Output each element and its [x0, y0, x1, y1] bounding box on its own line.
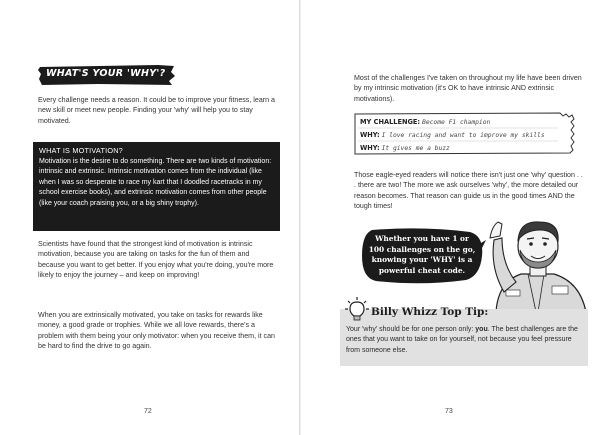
why-label-2: WHY:: [360, 144, 380, 152]
top-tip-title: Billy Whizz Top Tip:: [371, 306, 489, 318]
why-value-1: I love racing and want to improve my skills: [381, 132, 545, 139]
page-number-left: 72: [144, 408, 152, 415]
speech-bubble: [358, 228, 486, 286]
scientists-paragraph: Scientists have found that the strongest kind of motivation is intrinsic motivation, because you are taking on tasks for the fun of them and because you want to get better. If you enjoy what you're doing, you're more likely to enjoy the journey – and keep on improving!: [38, 240, 274, 280]
tip-text-start: Your 'why' should be for one person only:: [346, 326, 476, 333]
section-banner: [38, 64, 176, 86]
page-number-right: 73: [445, 408, 453, 415]
lightbulb-icon: [344, 296, 370, 322]
tip-text-emphasis: you: [475, 326, 488, 333]
extrinsic-paragraph: When you are extrinsically motivated, you take on tasks for rewards like money, a good grade or trophies. While we all love rewards, there's a problem with them being your only motivator: when you receive them, it can be hard to find the drive to go again.: [38, 311, 275, 351]
eagle-eyed-paragraph: Those eagle-eyed readers will notice there isn't just one 'why' question . . . there are two! The more we ask ourselves 'why', the more detailed our reason becomes. That reason can guide us in the good times AND the tough times!: [354, 171, 583, 211]
top-tip-body: [346, 325, 582, 356]
why-row-2: [360, 144, 450, 152]
why-value-2: It gives me a buzz: [381, 145, 450, 152]
motivation-box-body: Motivation is the desire to do something. There are two kinds of motivation: intrinsic and extrinsic. Intrinsic motivation comes from the individual (like when I was so desperate to race my kart that I doodled racetracks in my school exercise books), and extrinsic motivation comes from other people (like your coach praising you, or a big shiny trophy).: [39, 158, 272, 207]
speech-bubble-text: Whether you have 1 or 100 challenges on the go, knowing your 'WHY' is a powerful cheat code.: [368, 234, 476, 275]
challenge-label: MY CHALLENGE:: [360, 118, 421, 126]
why-label-1: WHY:: [360, 131, 380, 139]
motivation-box-title: WHAT IS MOTIVATION?: [39, 146, 123, 155]
page-gutter: [299, 0, 301, 435]
challenge-row: [360, 118, 490, 126]
banner-title: WHAT'S YOUR 'WHY'?: [46, 68, 166, 79]
right-intro-paragraph: Most of the challenges I've taken on throughout my life have been driven by my intrinsic motivation (it's OK to have intrinsic AND extrinsic motivations).: [354, 74, 582, 103]
top-tip-header: [344, 296, 588, 322]
challenge-card: [352, 112, 576, 156]
challenge-value: Become F1 champion: [422, 119, 491, 126]
why-row-1: [360, 131, 545, 139]
tip-text-end: . The best challenges are the ones that you want to take on for yourself, not because you feel pressure from someone else.: [346, 326, 578, 354]
intro-paragraph: Every challenge needs a reason. It could be to improve your fitness, learn a new skill or meet new people. Finding your 'why' will help you to stay motivated.: [38, 96, 275, 125]
top-tip-box: [340, 296, 588, 366]
motivation-definition-box: [33, 142, 280, 231]
